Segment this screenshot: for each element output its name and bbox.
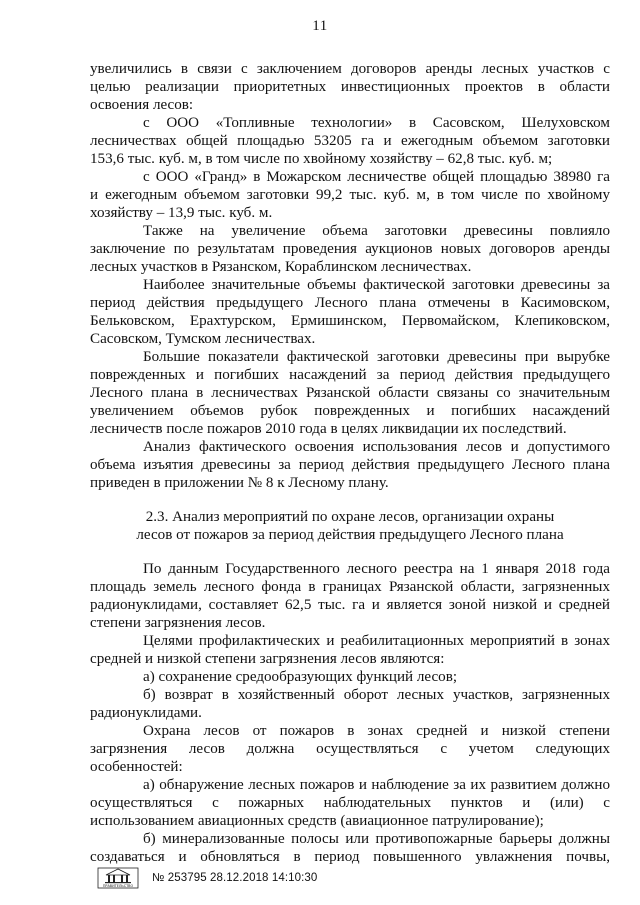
body-text-line: заключение по результатам проведения аукционов новых договоров аренды: [90, 241, 610, 257]
section-heading-line: лесов от пожаров за период действия предыдущего Лесного плана: [136, 527, 564, 543]
body-text-line: Анализ фактического освоения использования лесов и допустимого: [143, 439, 610, 455]
body-text-line: лесничествах общей площадью 53205 га и ежегодным объемом заготовки: [90, 133, 610, 149]
body-text-line: увеличением объемов рубок поврежденных и погибших насаждений: [90, 403, 610, 419]
body-text-line: степени загрязнения лесов.: [90, 615, 266, 631]
stamp-label: ПРАВИТЕЛЬСТВО: [102, 884, 134, 888]
body-text-line: увеличились в связи с заключением договоров аренды лесных участков с: [90, 61, 610, 77]
paragraph-gap: [90, 492, 610, 508]
body-text-line: объема изъятия древесины за период действия предыдущего Лесного плана: [90, 457, 610, 473]
body-text-line: Целями профилактических и реабилитационных мероприятий в зонах: [143, 633, 610, 649]
body-text-line: особенностей:: [90, 759, 183, 775]
footer-stamp: [96, 866, 317, 890]
page-number: 11: [312, 18, 328, 34]
body-text-line: с ООО «Гранд» в Можарском лесничестве общей площадью 38980 га: [143, 169, 610, 185]
body-text-line: освоения лесов:: [90, 97, 194, 113]
body-text-line: а) обнаружение лесных пожаров и наблюдение за их развитием должно: [143, 777, 610, 793]
body-text-line: приведен в приложении № 8 к Лесному плану.: [90, 475, 389, 491]
body-text-line: загрязнения лесов должна осуществляться с учетом следующих: [90, 741, 610, 757]
body-text-line: целью реализации приоритетных инвестиционных проектов в области: [90, 79, 610, 95]
body-text-line: Наиболее значительные объемы фактической заготовки древесины за: [143, 277, 610, 293]
body-text-line: радионуклидами, составляет 62,5 тыс. га и является зоной низкой и средней: [90, 597, 610, 613]
section-heading-line: 2.3. Анализ мероприятий по охране лесов, организации охраны: [145, 509, 555, 525]
body-text-line: использованием авиационных средств (авиационное патрулирование);: [90, 813, 544, 829]
body-text-line: период действия предыдущего Лесного плана отмечены в Касимовском,: [90, 295, 610, 311]
body-text-line: Охрана лесов от пожаров в зонах средней и низкой степени: [143, 723, 610, 739]
body-text-line: б) возврат в хозяйственный оборот лесных участков, загрязненных: [143, 687, 610, 703]
body-text-line: осуществляться с пожарных наблюдательных пунктов и (или) с: [90, 795, 610, 811]
body-text-line: Большие показатели фактической заготовки древесины при вырубке: [143, 349, 610, 365]
body-text-line: лесных участков в Рязанском, Кораблинском лесничествах.: [90, 259, 472, 275]
body-text-line: создаваться и обновляться в период повышенного увлажнения почвы,: [90, 849, 610, 865]
document-registration-info: № 253795 28.12.2018 14:10:30: [152, 872, 318, 884]
body-text-line: поврежденных и погибших насаждений за период действия предыдущего: [90, 367, 610, 383]
body-text-line: 153,6 тыс. куб. м, в том числе по хвойному хозяйству – 62,8 тыс. куб. м;: [90, 151, 553, 167]
body-text-line: площадь земель лесного фонда в границах Рязанской области, загрязненных: [90, 579, 610, 595]
body-text-line: радионуклидами.: [90, 705, 202, 721]
government-building-icon: [96, 866, 140, 890]
body-text-line: Сасовском, Тумском лесничествах.: [90, 331, 316, 347]
body-text-line: с ООО «Топливные технологии» в Сасовском, Шелуховском: [143, 115, 610, 131]
body-text-line: Лесного плана в лесничествах Рязанской области связаны со значительным: [90, 385, 610, 401]
body-text-line: лесничеств после пожаров 2010 года в целях ликвидации их последствий.: [90, 421, 567, 437]
body-text-line: средней и низкой степени загрязнения лесов являются:: [90, 651, 445, 667]
body-text-line: Бельковском, Ерахтурском, Ермишинском, Первомайском, Клепиковском,: [90, 313, 610, 329]
paragraph-gap: [90, 544, 610, 560]
document-body: [90, 60, 610, 866]
body-text-line: и ежегодным объемом заготовки 99,2 тыс. куб. м, в том числе по хвойному: [90, 187, 610, 203]
body-text-line: а) сохранение средообразующих функций лесов;: [143, 669, 458, 685]
body-text-line: По данным Государственного лесного реестра на 1 января 2018 года: [143, 561, 610, 577]
body-text-line: хозяйству – 13,9 тыс. куб. м.: [90, 205, 273, 221]
body-text-line: Также на увеличение объема заготовки древесины повлияло: [143, 223, 610, 239]
body-text-line: б) минерализованные полосы или противопожарные барьеры должны: [143, 831, 610, 847]
